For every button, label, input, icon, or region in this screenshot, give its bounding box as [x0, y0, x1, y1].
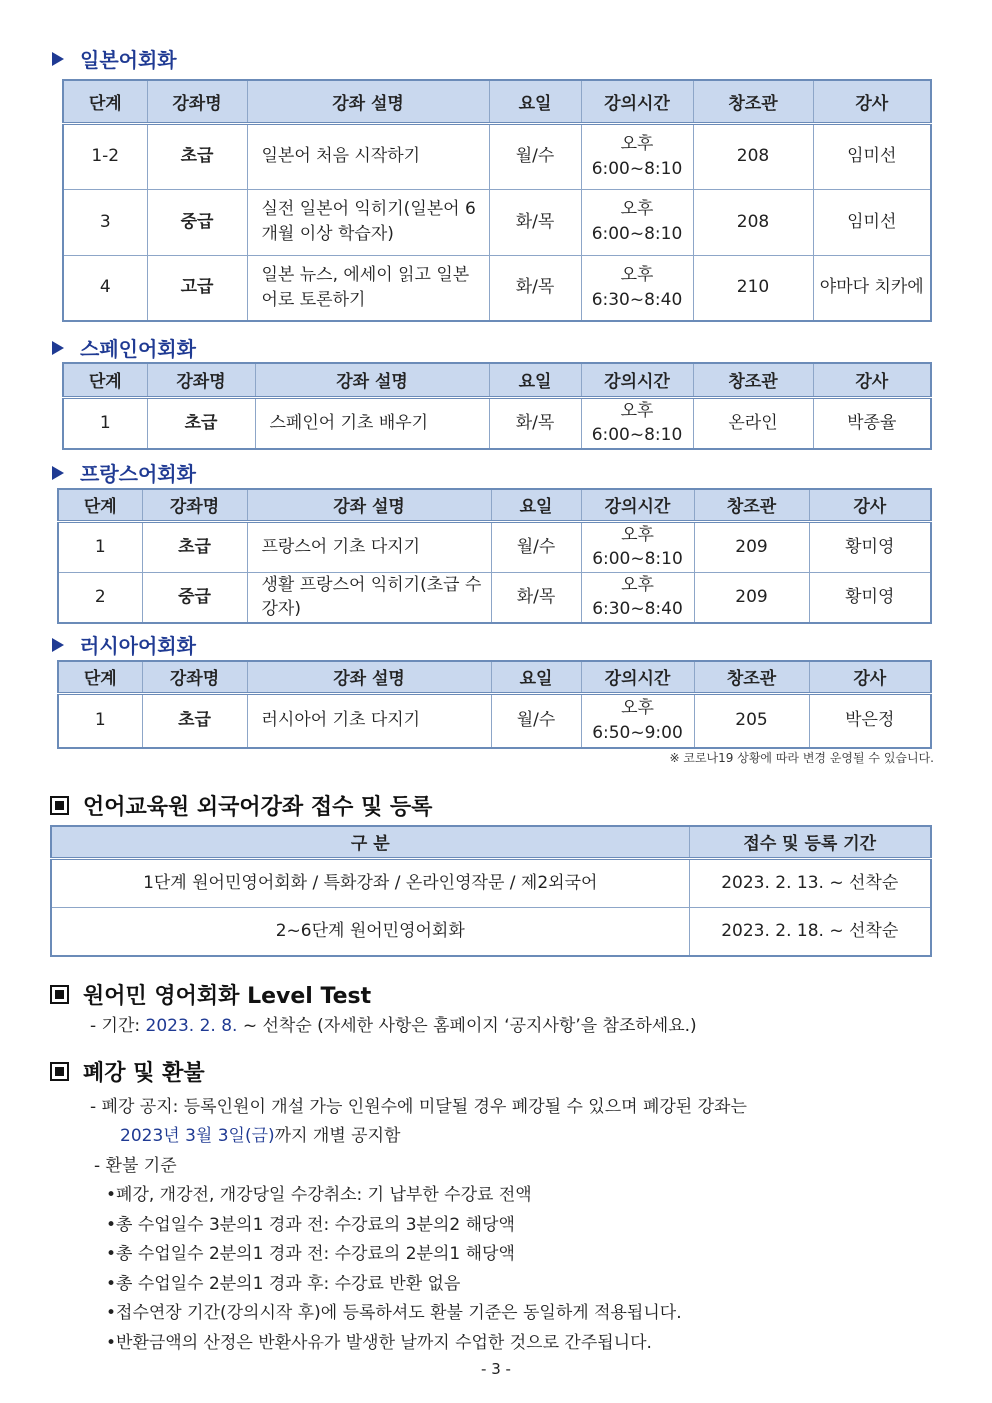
period-cell: 2023. 2. 13. ~ 선착순: [689, 858, 931, 907]
table-row: [63, 123, 931, 189]
time-period: 오후: [621, 574, 654, 595]
time-period: 오후: [620, 199, 654, 220]
closing-notice-line1: - 폐강 공지: 등록인원이 개설 가능 인원수에 미달될 경우 폐강될 수 있으며 폐강된 강좌는: [90, 1097, 747, 1117]
column-header: 요일: [489, 80, 581, 123]
section-title: 러시아어회화: [80, 634, 196, 658]
column-header: 창조관: [694, 489, 809, 521]
time-period: 오후: [620, 133, 654, 154]
refund-item: •접수연장 기간(강의시작 후)에 등록하셔도 환불 기준은 동일하게 적용됩니다.: [106, 1303, 682, 1323]
table-row: [63, 255, 931, 321]
time-cell: [581, 693, 694, 748]
description-cell: 프랑스어 기초 다지기: [247, 521, 491, 572]
leveltest-heading: [50, 979, 371, 1010]
level-cell: 고급: [147, 255, 247, 321]
column-header: 단계: [58, 661, 142, 693]
room-cell: 208: [693, 189, 813, 255]
registration-heading: [50, 790, 432, 821]
column-header: 강의시간: [581, 80, 693, 123]
japanese-course-table: [62, 79, 932, 322]
teacher-cell: 황미영: [809, 572, 931, 623]
level-cell: 초급: [147, 397, 255, 449]
column-header: 강좌 설명: [247, 80, 489, 123]
section-japanese: [52, 44, 177, 73]
column-header: 강의시간: [581, 661, 694, 693]
time-range: 6:30~8:40: [591, 289, 683, 310]
heading-text: 원어민 영어회화 Level Test: [83, 984, 372, 1009]
refund-criteria-list: [106, 1180, 682, 1357]
triangle-bullet-icon: [52, 466, 64, 480]
room-cell: 210: [693, 255, 813, 321]
table-header-row: [63, 80, 931, 123]
refund-item: •총 수업일수 2분의1 경과 후: 수강료 반환 없음: [106, 1273, 461, 1294]
teacher-cell: 박종율: [813, 397, 931, 449]
teacher-cell: 임미선: [813, 189, 931, 255]
table-header-row: [63, 363, 931, 397]
column-header: 구 분: [51, 826, 689, 858]
section-title: 프랑스어회화: [80, 462, 196, 486]
level-cell: 초급: [142, 693, 247, 748]
triangle-bullet-icon: [52, 52, 64, 66]
section-spanish: [52, 333, 196, 362]
column-header: 강사: [809, 489, 931, 521]
section-title: 스페인어회화: [80, 337, 196, 361]
table-row: [51, 858, 931, 907]
table-header-row: [58, 661, 931, 693]
column-header: 강좌명: [142, 661, 247, 693]
closing-notice-line2: 2023년 3월 3일(금)까지 개별 공지함: [120, 1126, 401, 1146]
refund-item: •폐강, 개강전, 개강당일 수강취소: 기 납부한 수강료 전액: [106, 1185, 532, 1205]
table-row: [51, 907, 931, 956]
column-header: 강사: [813, 363, 931, 397]
column-header: 강좌 설명: [255, 363, 489, 397]
heading-text: 언어교육원 외국어강좌 접수 및 등록: [83, 795, 433, 820]
closing-date: 2023년 3월 3일(금): [120, 1126, 275, 1146]
table-row: [63, 189, 931, 255]
column-header: 강좌 설명: [247, 489, 491, 521]
time-period: 오후: [621, 524, 654, 545]
category-cell: 2~6단계 원어민영어회화: [51, 907, 689, 956]
room-cell: 온라인: [693, 397, 813, 449]
time-range: 6:50~9:00: [592, 722, 683, 743]
column-header: 강좌명: [147, 363, 255, 397]
triangle-bullet-icon: [52, 638, 64, 652]
time-range: 6:00~8:10: [591, 224, 683, 244]
time-cell: [581, 521, 694, 572]
teacher-cell: 박은정: [809, 693, 931, 748]
day-cell: 화/목: [491, 572, 581, 623]
time-cell: [581, 572, 694, 623]
description-cell: 스페인어 기초 배우기: [255, 397, 489, 449]
time-range: 6:00~8:10: [591, 425, 683, 446]
table-row: [58, 521, 931, 572]
day-cell: 월/수: [489, 123, 581, 189]
spanish-course-table: [62, 362, 932, 450]
column-header: 강좌명: [142, 489, 247, 521]
square-bullet-icon: [50, 796, 69, 815]
column-header: 창조관: [693, 80, 813, 123]
period-cell: 2023. 2. 18. ~ 선착순: [689, 907, 931, 956]
room-cell: 209: [694, 521, 809, 572]
time-cell: [581, 123, 693, 189]
level-cell: 초급: [147, 123, 247, 189]
column-header: 강좌 설명: [247, 661, 491, 693]
square-bullet-icon: [50, 985, 69, 1004]
step-cell: 3: [63, 189, 147, 255]
level-cell: 중급: [147, 189, 247, 255]
refund-criteria-heading: - 환불 기준: [94, 1156, 177, 1176]
leveltest-period: - 기간: 2023. 2. 8. ~ 선착순 (자세한 사항은 홈페이지 ‘공지사항’을 참조하세요.): [90, 1016, 697, 1036]
time-range: 6:00~8:10: [591, 158, 683, 179]
table-row: [63, 397, 931, 449]
time-period: 오후: [620, 400, 654, 421]
room-cell: 209: [694, 572, 809, 623]
teacher-cell: 임미선: [813, 123, 931, 189]
column-header: 강의시간: [581, 363, 693, 397]
step-cell: 1: [58, 693, 142, 748]
refund-item: •총 수업일수 3분의1 경과 전: 수강료의 3분의2 해당액: [106, 1214, 515, 1235]
step-cell: 4: [63, 255, 147, 321]
column-header: 강좌명: [147, 80, 247, 123]
leveltest-date: 2023. 2. 8.: [145, 1016, 238, 1036]
category-cell: 1단계 원어민영어회화 / 특화강좌 / 온라인영작문 / 제2외국어: [51, 858, 689, 907]
time-range: 6:00~8:10: [592, 549, 683, 570]
table-header-row: [51, 826, 931, 858]
day-cell: 화/목: [489, 189, 581, 255]
column-header: 요일: [489, 363, 581, 397]
russian-course-table: [57, 660, 932, 749]
step-cell: 2: [58, 572, 142, 623]
registration-table: [50, 825, 932, 957]
section-french: [52, 458, 196, 487]
time-range: 6:30~8:40: [592, 599, 683, 620]
refund-heading: [50, 1056, 205, 1087]
refund-item: •총 수업일수 2분의1 경과 전: 수강료의 2분의1 해당액: [106, 1244, 515, 1264]
column-header: 창조관: [694, 661, 809, 693]
description-cell: 러시아어 기초 다지기: [247, 693, 491, 748]
table-header-row: [58, 489, 931, 521]
description-cell: 일본어 처음 시작하기: [247, 123, 489, 189]
triangle-bullet-icon: [52, 341, 64, 355]
section-title: 일본어회화: [80, 48, 177, 72]
column-header: 단계: [63, 363, 147, 397]
step-cell: 1-2: [63, 123, 147, 189]
column-header: 강의시간: [581, 489, 694, 521]
description-cell: 실전 일본어 익히기(일본어 6개월 이상 학습자): [247, 189, 489, 255]
time-cell: [581, 255, 693, 321]
time-cell: [581, 189, 693, 255]
description-cell: 생활 프랑스어 익히기(초급 수강자): [247, 572, 491, 623]
step-cell: 1: [63, 397, 147, 449]
column-header: 강사: [813, 80, 931, 123]
french-course-table: [57, 488, 932, 624]
day-cell: 월/수: [491, 521, 581, 572]
time-cell: [581, 397, 693, 449]
column-header: 단계: [58, 489, 142, 521]
refund-item: •반환금액의 산정은 반환사유가 발생한 날까지 수업한 것으로 간주됩니다.: [106, 1332, 652, 1353]
level-cell: 초급: [142, 521, 247, 572]
table-row: [58, 572, 931, 623]
square-bullet-icon: [50, 1062, 69, 1081]
day-cell: 화/목: [489, 255, 581, 321]
column-header: 요일: [491, 661, 581, 693]
section-russian: [52, 630, 196, 659]
room-cell: 205: [694, 693, 809, 748]
teacher-cell: 황미영: [809, 521, 931, 572]
page-number: - 3 -: [481, 1360, 511, 1378]
description-cell: 일본 뉴스, 에세이 읽고 일본어로 토론하기: [247, 255, 489, 321]
level-cell: 중급: [142, 572, 247, 623]
covid-note: ※ 코로나19 상황에 따라 변경 운영될 수 있습니다.: [669, 751, 934, 765]
column-header: 창조관: [693, 363, 813, 397]
day-cell: 월/수: [491, 693, 581, 748]
table-row: [58, 693, 931, 748]
time-period: 오후: [620, 265, 654, 286]
column-header: 접수 및 등록 기간: [689, 826, 931, 858]
step-cell: 1: [58, 521, 142, 572]
heading-text: 폐강 및 환불: [83, 1061, 205, 1086]
teacher-cell: 야마다 치카에: [813, 255, 931, 321]
day-cell: 화/목: [489, 397, 581, 449]
column-header: 요일: [491, 489, 581, 521]
time-period: 오후: [621, 698, 654, 719]
column-header: 단계: [63, 80, 147, 123]
column-header: 강사: [809, 661, 931, 693]
room-cell: 208: [693, 123, 813, 189]
